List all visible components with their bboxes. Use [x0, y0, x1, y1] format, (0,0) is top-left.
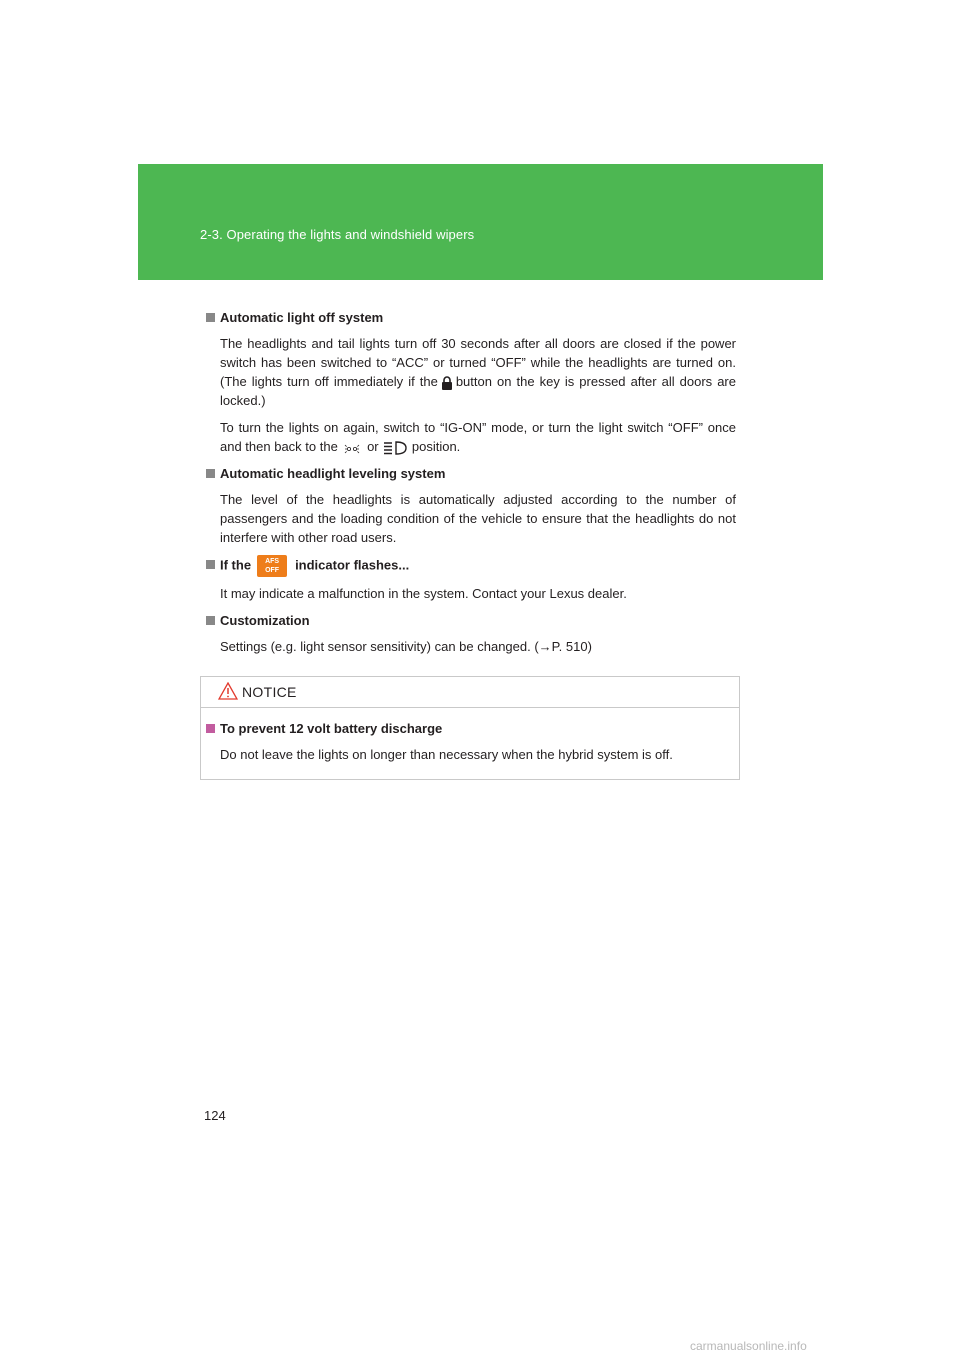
- warning-triangle-icon: [218, 682, 238, 700]
- item-heading-customization: Customization: [206, 611, 736, 630]
- bullet-square-icon: [206, 616, 215, 625]
- bullet-square-icon: [206, 313, 215, 322]
- page-content: [206, 308, 736, 664]
- item-heading-automatic-light-off: Automatic light off system: [206, 308, 736, 327]
- paragraph-afs-indicator: It may indicate a malfunction in the system. Contact your Lexus dealer.: [220, 586, 627, 601]
- paragraph-light-off-2: To turn the lights on again, switch to “IG-ON” mode, or turn the light switch “OFF” once and then back to the or position.: [220, 420, 736, 454]
- bullet-square-icon: [206, 469, 215, 478]
- item-heading-headlight-leveling: Automatic headlight leveling system: [206, 464, 736, 483]
- paragraph-headlight-leveling: The level of the headlights is automatically adjusted according to the number of passengers and the loading condition of the vehicle to ensure that the headlights do not interfere with other road users.: [220, 492, 736, 545]
- item-heading-afs-indicator: If the AFS OFF indicator flashes...: [206, 555, 736, 577]
- page-number: 124: [204, 1108, 226, 1123]
- headlight-icon: [382, 440, 408, 456]
- bullet-square-icon: [206, 724, 215, 733]
- bullet-square-icon: [206, 560, 215, 569]
- notice-title: NOTICE: [242, 684, 297, 700]
- notice-header: [201, 677, 739, 708]
- section-title: 2-3. Operating the lights and windshield wipers: [200, 227, 475, 242]
- section-header-bar: [138, 164, 823, 280]
- notice-box: [200, 676, 740, 780]
- afs-off-indicator-icon: AFS OFF: [257, 555, 287, 577]
- notice-heading: To prevent 12 volt battery discharge: [206, 719, 726, 738]
- paragraph-customization: Settings (e.g. light sensor sensitivity) can be changed. (→P. 510): [220, 639, 592, 654]
- tail-light-icon: [341, 440, 363, 456]
- notice-body: [206, 719, 726, 772]
- watermark: carmanualsonline.info: [690, 1339, 807, 1353]
- notice-paragraph: Do not leave the lights on longer than necessary when the hybrid system is off.: [220, 747, 673, 762]
- paragraph-light-off-1: The headlights and tail lights turn off 30 seconds after all doors are closed if the power switch has been switched to “ACC” or turned “OFF” while the headlights are turned on. (The lights turn off immediately if the button on the key is pressed after all doors are locked.): [220, 336, 736, 408]
- lock-icon: [441, 376, 453, 390]
